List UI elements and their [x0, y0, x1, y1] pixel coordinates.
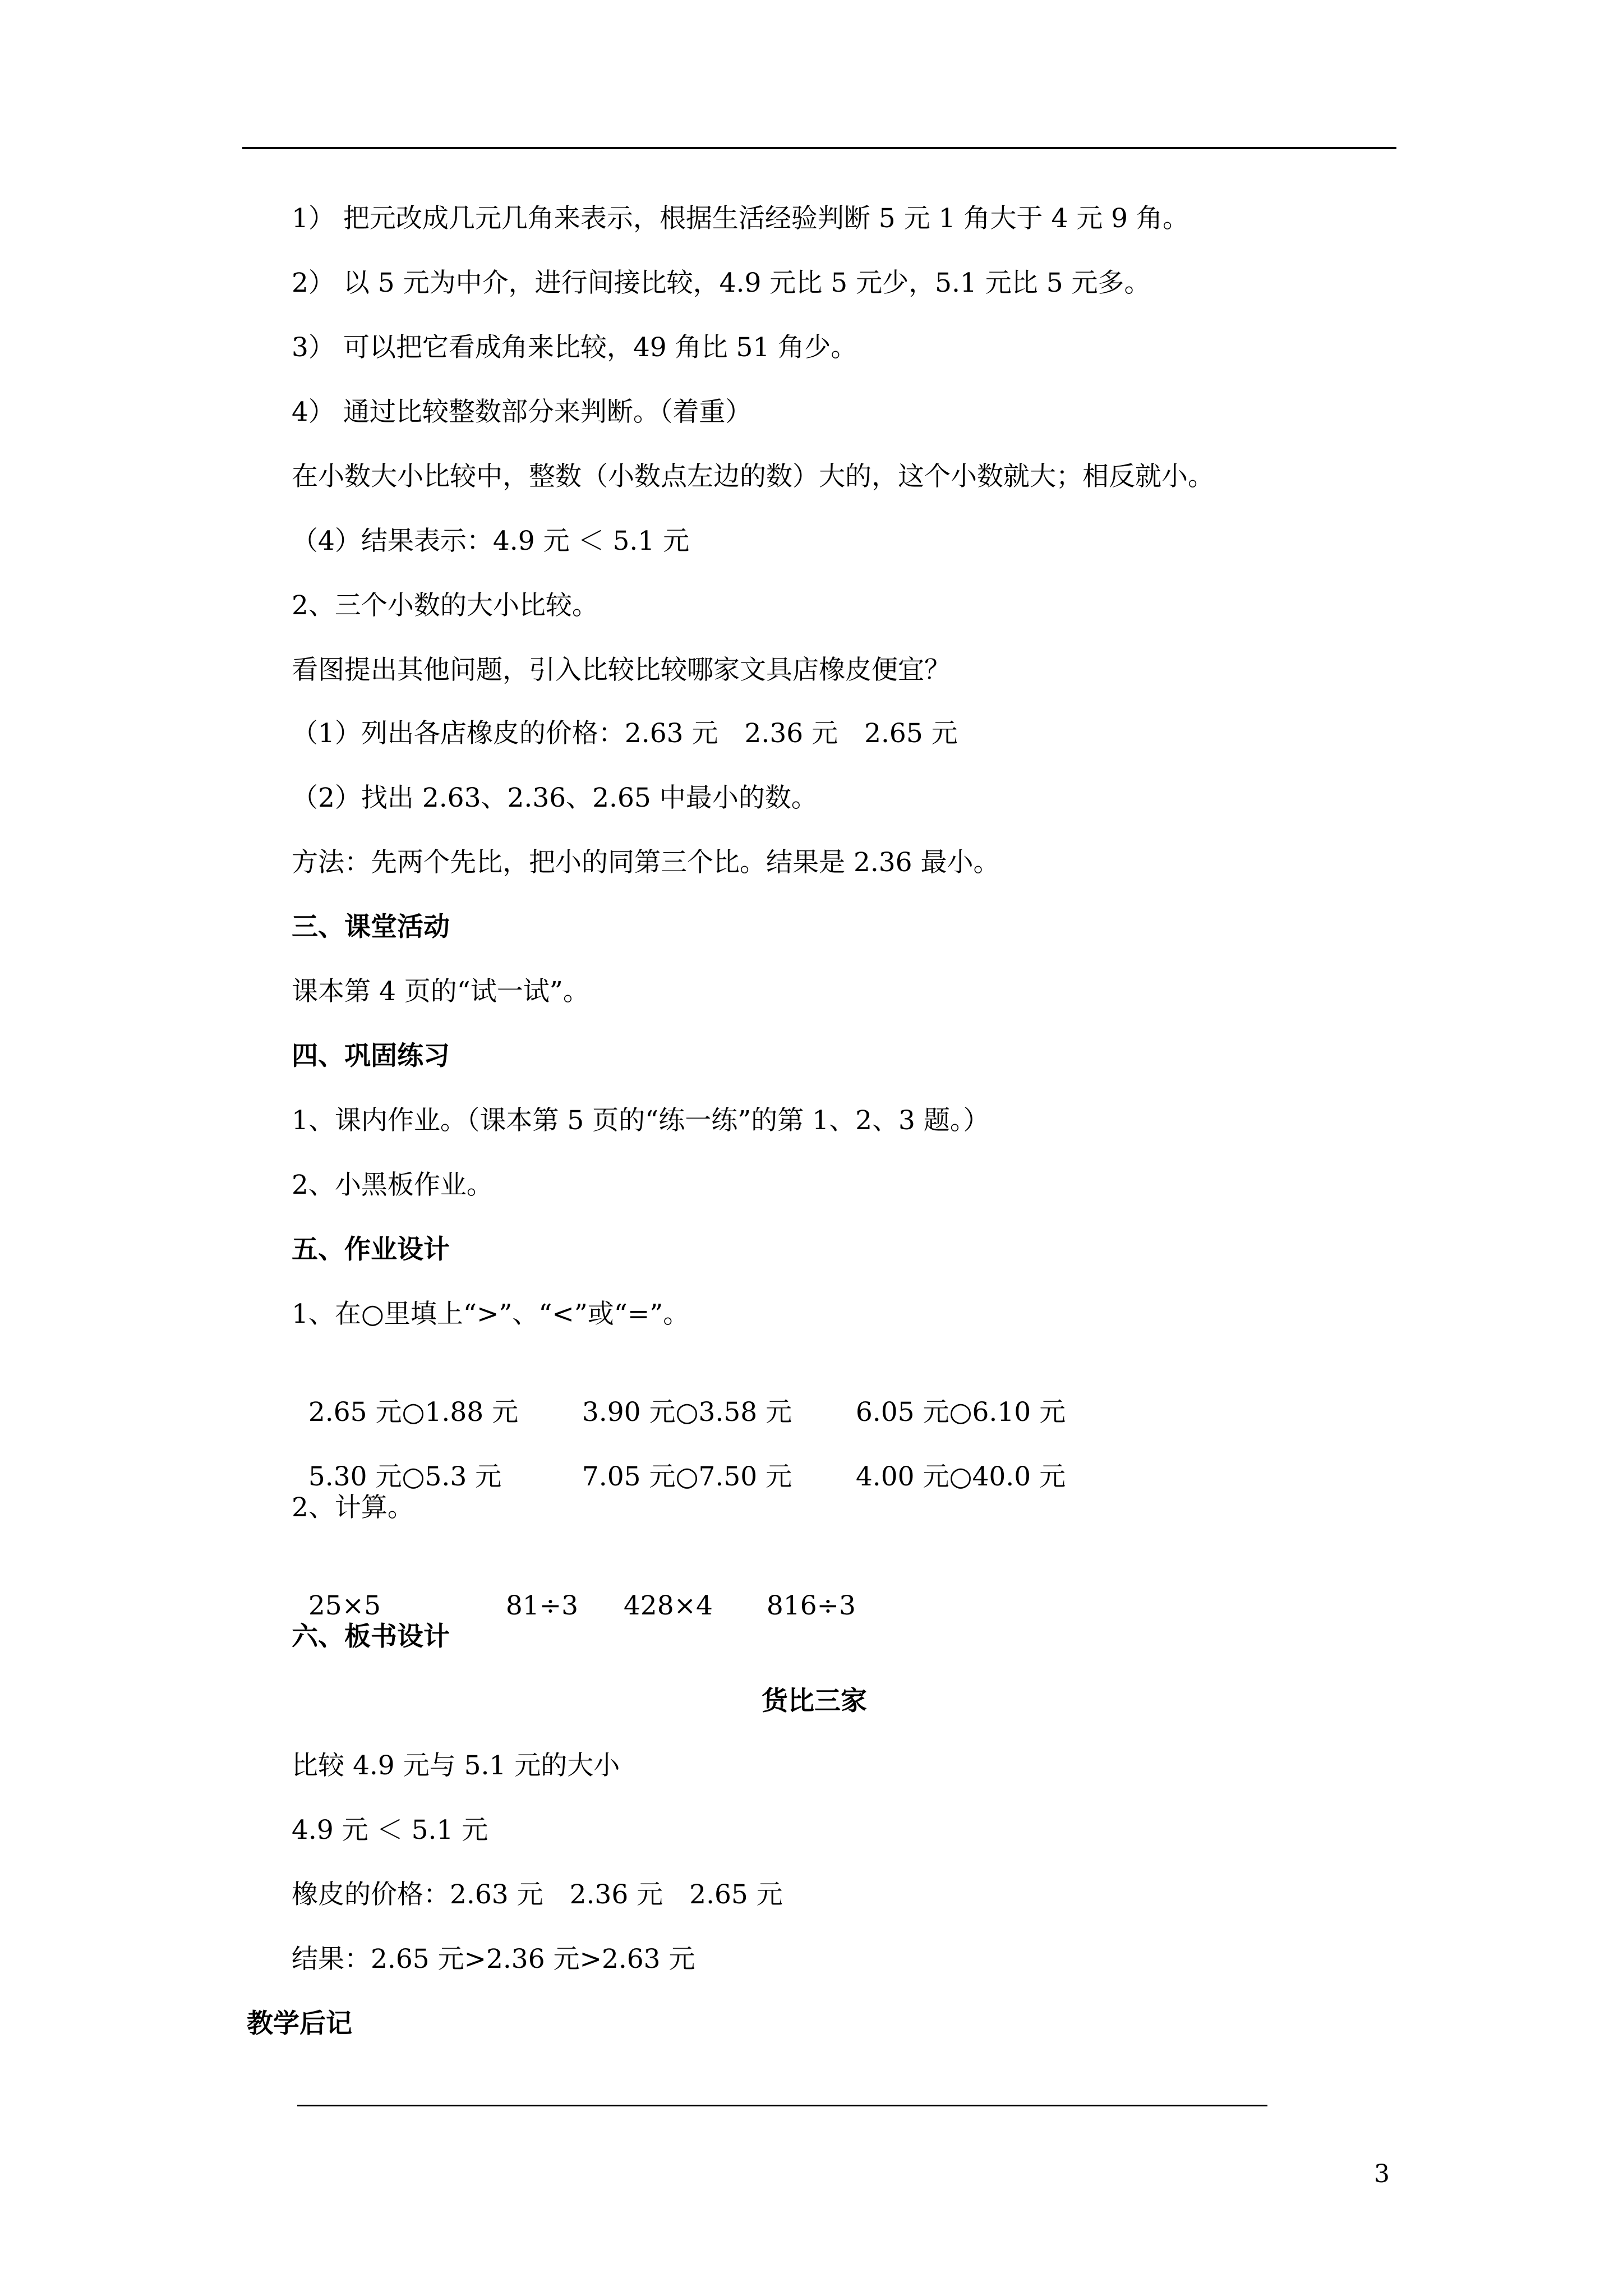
paragraph: 在小数大小比较中，整数（小数点左边的数）大的，这个小数就大；相反就小。	[292, 461, 1214, 492]
section-heading: 四、巩固练习	[292, 1041, 450, 1071]
calc-item: 25×5	[308, 1590, 381, 1621]
compare-item: 7.05 元○7.50 元	[582, 1461, 792, 1492]
board-line: 结果：2.65 元>2.36 元>2.63 元	[292, 1944, 695, 1975]
compare-row	[292, 1362, 1066, 1429]
compare-item: 4.00 元○40.0 元	[855, 1461, 1066, 1492]
header-rule	[242, 147, 1396, 149]
paragraph: 方法：先两个先比，把小的同第三个比。结果是 2.36 最小。	[292, 847, 1000, 878]
compare-row	[292, 1427, 1066, 1494]
paragraph: 看图提出其他问题，引入比较比较哪家文具店橡皮便宜？	[292, 655, 951, 685]
calc-item: 81÷3	[505, 1590, 578, 1621]
paragraph: 2、小黑板作业。	[292, 1170, 493, 1200]
postscript-heading: 教学后记	[247, 2008, 352, 2039]
paragraph: 2、计算。	[292, 1492, 414, 1523]
paragraph: 2） 以 5 元为中介，进行间接比较，4.9 元比 5 元少，5.1 元比 5 元多。	[292, 268, 1151, 298]
calculation-row	[292, 1556, 856, 1623]
board-line: 橡皮的价格：2.63 元 2.36 元 2.65 元	[292, 1879, 783, 1910]
paragraph: （1）列出各店橡皮的价格：2.63 元 2.36 元 2.65 元	[292, 718, 958, 749]
section-heading: 三、课堂活动	[292, 912, 450, 942]
calc-item: 816÷3	[766, 1590, 856, 1621]
board-title: 货比三家	[762, 1686, 867, 1717]
paragraph: （2）找出 2.63、2.36、2.65 中最小的数。	[292, 783, 818, 813]
paragraph: （4）结果表示：4.9 元 ＜ 5.1 元	[292, 526, 690, 556]
board-line: 4.9 元 ＜ 5.1 元	[292, 1815, 488, 1846]
section-heading: 五、作业设计	[292, 1234, 450, 1265]
notes-rule	[297, 2105, 1267, 2106]
compare-item: 5.30 元○5.3 元	[308, 1461, 502, 1492]
compare-item: 2.65 元○1.88 元	[308, 1397, 519, 1428]
calc-item: 428×4	[623, 1590, 713, 1621]
paragraph: 3） 可以把它看成角来比较，49 角比 51 角少。	[292, 332, 857, 363]
compare-item: 3.90 元○3.58 元	[582, 1397, 792, 1428]
page-number: 3	[1374, 2160, 1390, 2188]
paragraph: 2、三个小数的大小比较。	[292, 590, 598, 621]
board-line: 比较 4.9 元与 5.1 元的大小	[292, 1750, 620, 1781]
paragraph: 1、课内作业。（课本第 5 页的“练一练”的第 1、2、3 题。）	[292, 1105, 990, 1136]
paragraph: 课本第 4 页的“试一试”。	[292, 976, 589, 1007]
section-heading: 六、板书设计	[292, 1621, 450, 1652]
paragraph: 1） 把元改成几元几角来表示，根据生活经验判断 5 元 1 角大于 4 元 9 角。	[292, 203, 1189, 234]
paragraph: 4） 通过比较整数部分来判断。（着重）	[292, 397, 752, 427]
compare-item: 6.05 元○6.10 元	[855, 1397, 1066, 1428]
paragraph: 1、在○里填上“>”、“<”或“=”。	[292, 1299, 690, 1329]
